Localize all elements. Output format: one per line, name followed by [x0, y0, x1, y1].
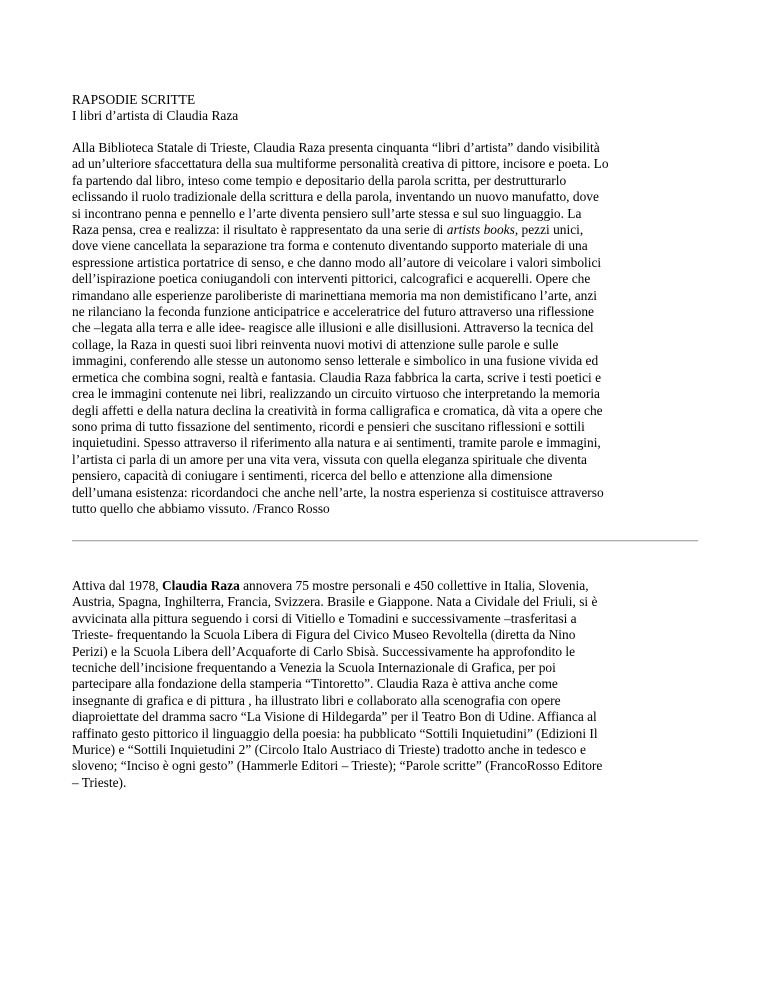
article-line-end: , pezzi unici,	[514, 222, 584, 238]
article-line: collage, la Raza in questi suoi libri reinventa nuovi motivi di attenzione sulle parole e sulle	[72, 336, 559, 352]
bio-line: partecipare alla fondazione della stamperia “Tintoretto”. Claudia Raza è attiva anche come	[72, 676, 558, 692]
article-line: ad un’ulteriore sfaccettatura della sua multiforme personalità creativa di pittore, incisore e poeta. Lo	[72, 156, 609, 172]
article-line: pensiero, capacità di coniugare i sentimenti, ricerca del bello e attenzione alla dimensione	[72, 468, 553, 484]
article-line: dove viene cancellata la separazione tra forma e contenuto diventando supporto materiale di una	[72, 238, 588, 254]
bio-first-line	[72, 578, 702, 594]
article-line: eclissando il ruolo tradizionale della scrittura e della parola, inventando un nuovo manufatto, dove	[72, 189, 599, 205]
article-line-with-italic	[72, 222, 702, 238]
article-line: l’artista ci parla di un amore per una vita vera, vissuta con quella eleganza spirituale che diventa	[72, 451, 587, 467]
bio-line: Trieste- frequentando la Scuola Libera di Figura del Civico Museo Revoltella (diretta da Nino	[72, 627, 576, 643]
bio-line: – Trieste).	[72, 774, 127, 790]
article-line: dell’ispirazione poetica coniugandoli con interventi pittorici, calcografici e acquerelli. Opere che	[72, 271, 591, 287]
article-line: si incontrano penna e pennello e l’arte diventa pensiero sull’arte stessa e sul suo linguaggio. La	[72, 205, 582, 221]
bio-line: diaproiettate del dramma sacro “La Visione di Hildegarda” per il Teatro Bon di Udine. Affianca al	[72, 709, 597, 725]
article-line: tutto quello che abbiamo vissuto. /Franco Rosso	[72, 500, 330, 516]
article-line: sono prima di tutto fissazione del sentimento, ricordi e pensieri che suscitano riflessioni e sottili	[72, 418, 585, 434]
horizontal-divider	[72, 540, 698, 541]
bio-line: Austria, Spagna, Inghilterra, Francia, Svizzera. Brasile e Giappone. Nata a Cividale del Friuli, si è	[72, 594, 598, 610]
article-line: che –legata alla terra e alle idee- reagisce alle illusioni e alle disillusioni. Attraverso la tecnica del	[72, 320, 594, 336]
bio-line: raffinato gesto pittorico il linguaggio della poesia: ha pubblicato “Sottili Inquietudini” (Edizioni Il	[72, 725, 598, 741]
article-line: crea le immagini contenute nei libri, realizzando un circuito virtuoso che interpretando la memoria	[72, 386, 600, 402]
bio-paragraph	[72, 578, 702, 791]
article-line: inquietudini. Spesso attraverso il riferimento alla natura e ai sentimenti, tramite parole e immagini,	[72, 435, 601, 451]
article-line: Alla Biblioteca Statale di Trieste, Claudia Raza presenta cinquanta “libri d’artista” dando visibilità	[72, 140, 600, 155]
article-paragraph	[72, 140, 702, 517]
italic-phrase: artists books	[446, 222, 515, 238]
bio-line: tecniche dell’incisione frequentando a Venezia la Scuola Internazionale di Grafica, per poi	[72, 660, 556, 676]
article-line: ermetica che combina sogni, realtà e fantasia. Claudia Raza fabbrica la carta, scrive i testi poetici e	[72, 369, 602, 385]
bio-first-line-rest: annovera 75 mostre personali e 450 collettive in Italia, Slovenia,	[239, 578, 589, 593]
article-line: ne rilanciano la feconda funzione anticipatrice e acceleratrice del futuro attraverso una riflessione	[72, 304, 594, 320]
document-title: RAPSODIE SCRITTE	[72, 92, 196, 107]
bio-intro: Attiva dal 1978,	[72, 578, 163, 593]
article-line: rimandano alle esperienze paroliberiste di marinettiana memoria ma non demistificano l’arte, anzi	[72, 287, 597, 303]
bio-line: sloveno; “Inciso è ogni gesto” (Hammerle Editori – Trieste); “Parole scritte” (FrancoRosso Editore	[72, 758, 603, 774]
document-subtitle: I libri d’artista di Claudia Raza	[72, 108, 239, 124]
article-line: fa partendo dal libro, inteso come tempio e depositario della parola scritta, per destrutturarlo	[72, 172, 567, 188]
bio-line: Perizi) e la Scuola Libera dell’Acquaforte di Carlo Sbisà. Successivamente ha approfondito le	[72, 643, 576, 659]
article-line: dell’umana esistenza: ricordandoci che anche nell’arte, la nostra esperienza si costituisce attraverso	[72, 484, 604, 500]
artist-name: Claudia Raza	[162, 578, 240, 593]
bio-line: Murice) e “Sottili Inquietudini 2” (Circolo Italo Austriaco di Trieste) tradotto anche in tedesco e	[72, 742, 586, 758]
article-line: degli affetti e della natura declina la creatività in forma calligrafica e cromatica, dà vita a opere che	[72, 402, 603, 418]
bio-line: avvicinata alla pittura seguendo i corsi di Vitiello e Tomadini e successivamente –trasferitasi a	[72, 610, 577, 626]
bio-line: insegnante di grafica e di pittura , ha illustrato libri e collaborato alla scenografia con opere	[72, 692, 561, 708]
document-heading	[72, 92, 698, 125]
article-line: immagini, conferendo alle stesse un autonomo senso letterale e simbolico in una fusione vivida ed	[72, 353, 599, 369]
article-line-start: Raza pensa, crea e realizza: il risultato è rappresentato da una serie di	[72, 222, 447, 238]
article-line: espressione artistica portatrice di senso, e che danno modo all’autore di veicolare i valori simbolici	[72, 254, 602, 270]
